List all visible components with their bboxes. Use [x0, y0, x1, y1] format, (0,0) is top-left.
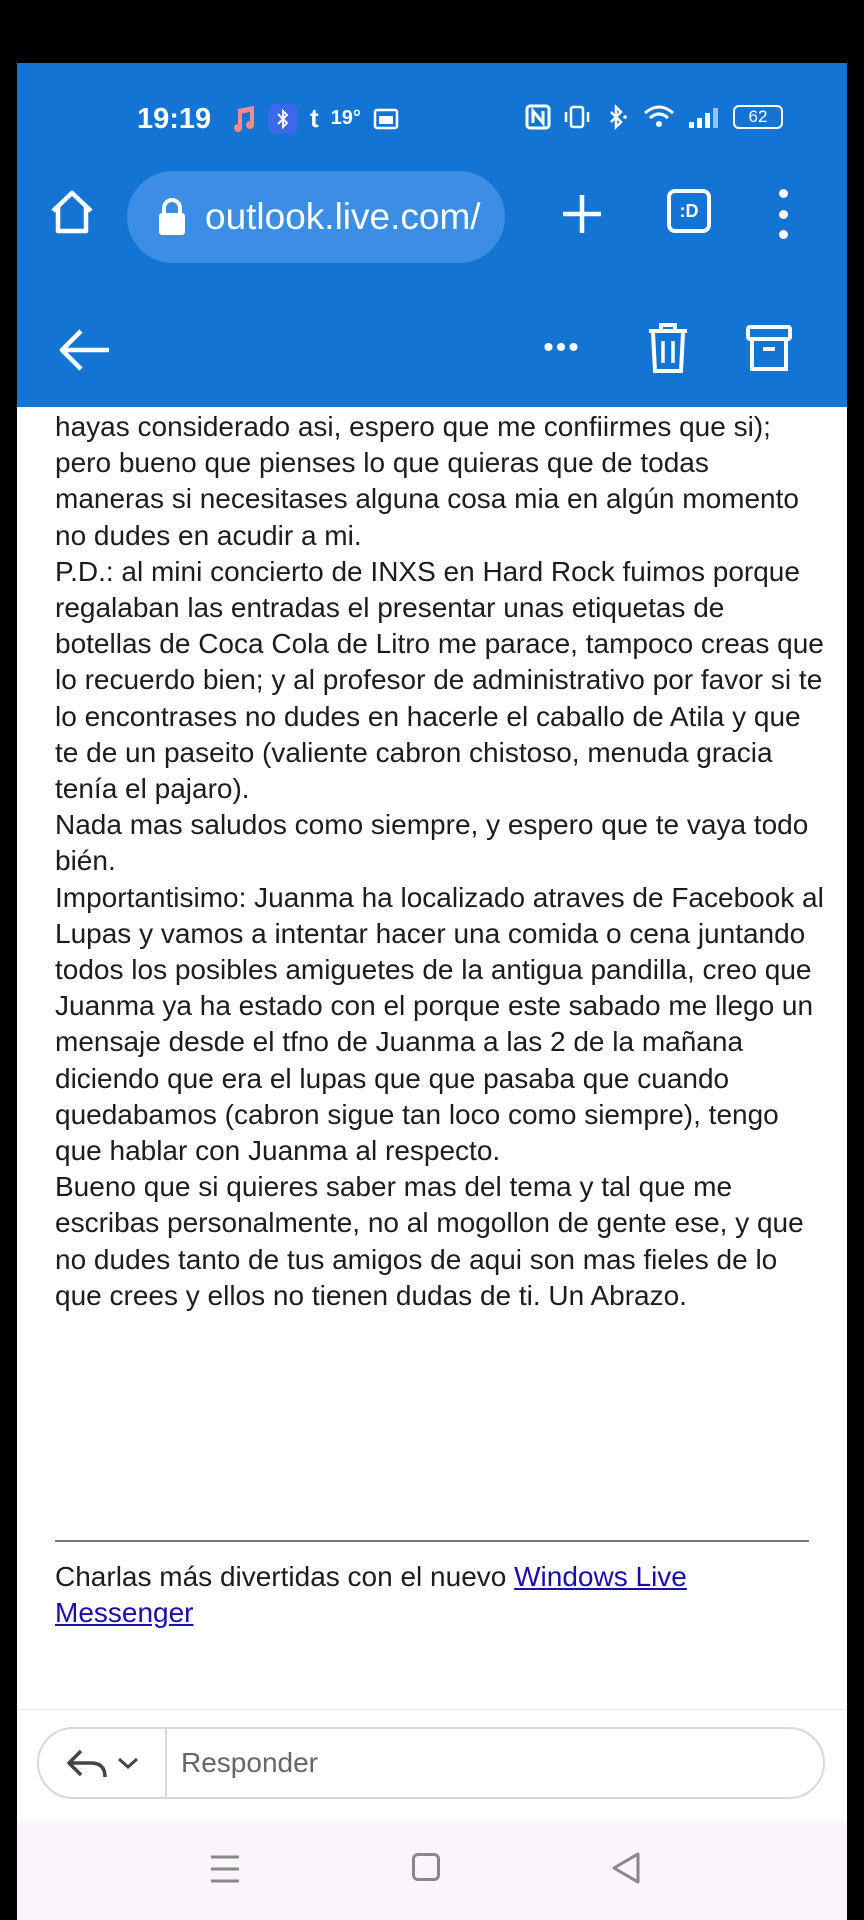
plus-icon[interactable] — [557, 189, 607, 239]
music-icon — [232, 105, 256, 133]
signature-text — [55, 1559, 809, 1631]
nav-home-icon[interactable] — [412, 1853, 440, 1881]
message-text — [55, 409, 825, 1314]
message-paragraph: hayas considerado asi, espero que me confiirmes que si); pero bueno que pienses lo que quieras que de todas maneras si necesitases alguna cosa mia en algún momento no dudes en acudir a mi. — [55, 411, 799, 551]
url-bar[interactable] — [127, 171, 505, 263]
message-paragraph: P.D.: al mini concierto de INXS en Hard Rock fuimos porque regalaban las entradas el presentar unas etiquetas de botellas de Coca Cola de Litro me parace, tampoco creas que lo recuerdo bien; y al profesor de administrativo por favor si te lo encontrases no dudes en hacerle el caballo de Atila y que te de un paseito (valiente cabron chistoso, menuda gracia tenía el pajaro). — [55, 555, 824, 805]
system-nav-bar — [17, 1821, 847, 1920]
calendar-icon — [373, 107, 399, 131]
wifi-icon — [643, 104, 675, 130]
status-right-icons — [525, 103, 783, 131]
t-badge: t — [310, 103, 319, 133]
reply-bar — [17, 1709, 847, 1821]
back-arrow-icon[interactable] — [55, 325, 115, 375]
bluetooth-icon — [268, 104, 298, 134]
bluetooth-icon — [603, 103, 631, 131]
lock-icon — [157, 197, 187, 237]
reply-options-button[interactable] — [39, 1729, 167, 1797]
signature-label: Charlas más divertidas con el nuevo — [55, 1561, 515, 1592]
home-icon[interactable] — [47, 187, 97, 237]
signal-icon — [687, 104, 721, 130]
chevron-down-icon — [117, 1756, 139, 1770]
more-icon[interactable]: ••• — [543, 331, 581, 364]
url-text: outlook.live.com/ — [205, 196, 481, 237]
message-body — [55, 409, 825, 1755]
message-paragraph: Importantisimo: Juanma ha localizado atraves de Facebook al Lupas y vamos a intentar hacer una comida o cena juntando todos los posibles amiguetes de la antigua pandilla, creo que Juanma ya ha estado con el porque este sabado me llego un mensaje desde el tfno de Juanma a las 2 de la mañana diciendo que era el lupas que que pasaba que cuando quedabamos (cabron sigue tan loco como siempre), tengo que hablar con Juanma al respecto. — [55, 881, 824, 1167]
status-time: 19:19 — [137, 103, 212, 135]
battery-indicator: 62 — [733, 105, 783, 129]
reply-input[interactable] — [181, 1747, 781, 1779]
browser-menu-icon[interactable] — [773, 189, 793, 239]
nav-back-icon[interactable] — [611, 1851, 641, 1885]
phone-screen — [17, 63, 847, 1920]
vibrate-icon — [563, 104, 591, 130]
messenger-link[interactable]: Windows Live Messenger — [55, 1561, 687, 1628]
trash-icon[interactable] — [645, 321, 691, 375]
signature-divider — [55, 1540, 809, 1542]
status-left-icons — [232, 103, 399, 134]
recent-apps-icon[interactable] — [210, 1853, 240, 1885]
archive-icon[interactable] — [745, 323, 793, 373]
browser-toolbar — [17, 167, 847, 279]
reply-icon — [65, 1745, 109, 1781]
status-bar — [17, 63, 847, 173]
mail-action-bar — [17, 307, 847, 403]
nfc-icon — [525, 104, 551, 130]
message-paragraph: Bueno que si quieres saber mas del tema y tal que me escribas personalmente, no al mogollon de gente ese, y que no dudes tanto de tus amigos de aqui son mas fieles de lo que crees y ellos no tienen dudas de ti. Un Abrazo. — [55, 1171, 804, 1311]
status-temperature: 19° — [330, 107, 361, 129]
message-paragraph: Nada mas saludos como siempre, y espero que te vaya todo bién. — [55, 809, 809, 877]
reply-box — [37, 1727, 825, 1799]
app-header — [17, 63, 847, 407]
tabs-button[interactable]: :D — [667, 189, 711, 233]
